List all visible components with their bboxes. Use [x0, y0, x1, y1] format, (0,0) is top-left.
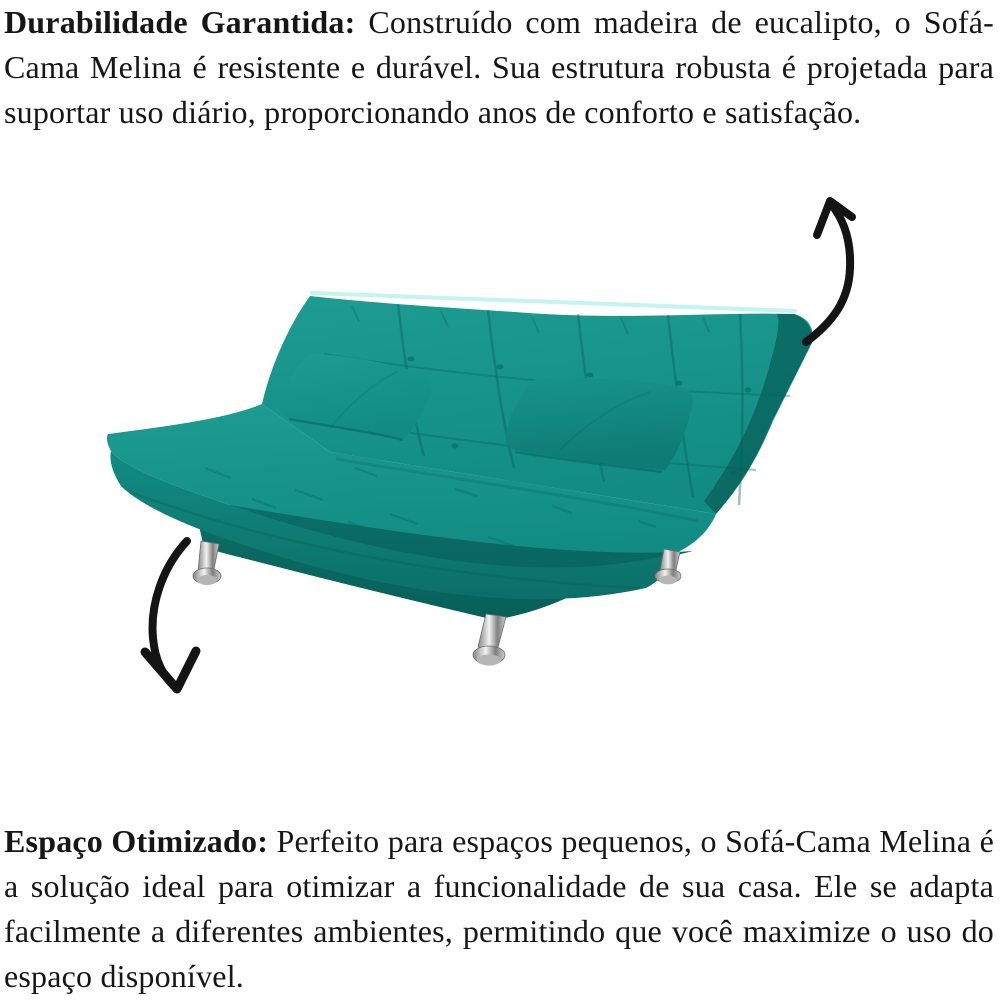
- space-heading: Espaço Otimizado:: [4, 823, 269, 859]
- space-paragraph: [0, 819, 1000, 999]
- durability-body: Construído com madeira de eucalipto, o Sofá-Cama Melina é resistente e durável. Sua estrutura robusta é projetada para suportar uso diário, proporcionando anos de conforto e satisfação.: [4, 4, 995, 130]
- space-body: Perfeito para espaços pequenos, o Sofá-Cama Melina é a solução ideal para otimizar a funcionalidade de sua casa. Ele se adapta facilmente a diferentes ambientes, permitindo que você maximize o uso do espaço disponível.: [4, 823, 994, 994]
- leg-left: [193, 541, 221, 585]
- leg-front-center: [473, 614, 506, 666]
- curved-arrow-down-icon: [145, 541, 196, 689]
- durability-paragraph: [0, 0, 1000, 135]
- durability-heading: Durabilidade Garantida:: [4, 4, 356, 40]
- curved-arrow-up-icon: [806, 201, 852, 342]
- sofa-illustration: [0, 170, 1000, 830]
